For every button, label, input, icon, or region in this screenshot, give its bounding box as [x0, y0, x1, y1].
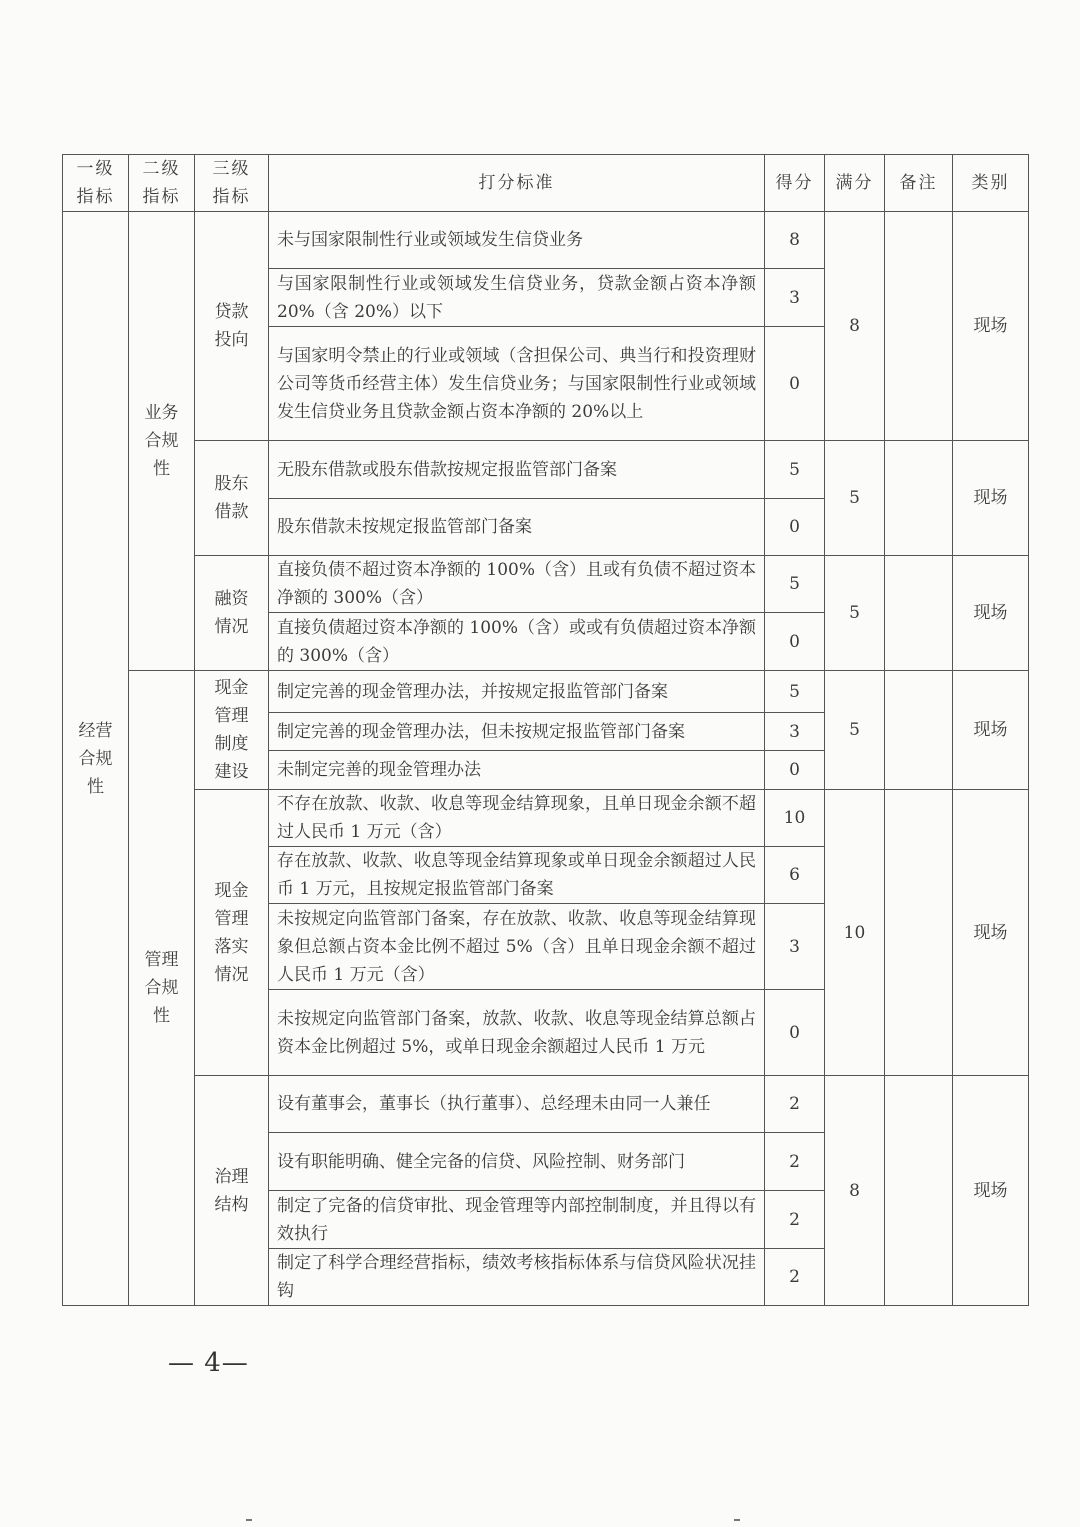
level3-cell: 现金管理落实情况 — [195, 790, 269, 1076]
score-cell: 0 — [765, 499, 825, 556]
header-category: 类别 — [953, 155, 1029, 212]
table-row — [63, 671, 1029, 713]
criteria-cell: 设有董事会，董事长（执行董事）、总经理未由同一人兼任 — [269, 1076, 765, 1133]
criteria-cell: 未按规定向监管部门备案，存在放款、收款、收息等现金结算现象但总额占资本金比例不超过 5%（含）且单日现金余额不超过人民币 1 万元（含） — [269, 904, 765, 990]
score-cell: 2 — [765, 1249, 825, 1306]
table-row — [63, 441, 1029, 499]
score-cell: 5 — [765, 441, 825, 499]
criteria-cell: 直接负债超过资本净额的 100%（含）或或有负债超过资本净额的 300%（含） — [269, 613, 765, 671]
criteria-cell: 制定完善的现金管理办法，并按规定报监管部门备案 — [269, 671, 765, 713]
level2-cell-business: 业务合规性 — [129, 212, 195, 671]
level3-cell: 融资情况 — [195, 556, 269, 671]
criteria-cell: 无股东借款或股东借款按规定报监管部门备案 — [269, 441, 765, 499]
criteria-cell: 与国家限制性行业或领域发生信贷业务，贷款金额占资本净额 20%（含 20%）以下 — [269, 269, 765, 327]
score-cell: 8 — [765, 212, 825, 269]
score-cell: 10 — [765, 790, 825, 847]
criteria-cell: 设有职能明确、健全完备的信贷、风险控制、财务部门 — [269, 1133, 765, 1191]
category-cell: 现场 — [953, 1076, 1029, 1306]
note-cell — [885, 790, 953, 1076]
note-cell — [885, 556, 953, 671]
table-row — [63, 556, 1029, 613]
full-score-cell: 5 — [825, 671, 885, 790]
score-cell: 0 — [765, 990, 825, 1076]
header-note: 备注 — [885, 155, 953, 212]
score-cell: 5 — [765, 671, 825, 713]
criteria-cell: 制定完善的现金管理办法，但未按规定报监管部门备案 — [269, 713, 765, 751]
score-cell: 2 — [765, 1191, 825, 1249]
score-cell: 5 — [765, 556, 825, 613]
note-cell — [885, 1076, 953, 1306]
category-cell: 现场 — [953, 441, 1029, 556]
category-cell: 现场 — [953, 556, 1029, 671]
scoring-table — [62, 154, 1029, 1306]
table-row — [63, 1076, 1029, 1133]
criteria-cell: 不存在放款、收款、收息等现金结算现象，且单日现金余额不超过人民币 1 万元（含） — [269, 790, 765, 847]
scan-artifact — [734, 1519, 740, 1521]
score-cell: 0 — [765, 751, 825, 790]
header-level3: 三级指标 — [195, 155, 269, 212]
note-cell — [885, 441, 953, 556]
table-row — [63, 790, 1029, 847]
score-cell: 0 — [765, 327, 825, 441]
note-cell — [885, 212, 953, 441]
note-cell — [885, 671, 953, 790]
full-score-cell: 10 — [825, 790, 885, 1076]
level3-cell: 股东借款 — [195, 441, 269, 556]
criteria-cell: 未按规定向监管部门备案，放款、收款、收息等现金结算总额占资本金比例超过 5%，或单日现金余额超过人民币 1 万元 — [269, 990, 765, 1076]
score-cell: 3 — [765, 904, 825, 990]
level3-cell: 贷款投向 — [195, 212, 269, 441]
criteria-cell: 制定了完备的信贷审批、现金管理等内部控制制度，并且得以有效执行 — [269, 1191, 765, 1249]
header-score: 得分 — [765, 155, 825, 212]
score-cell: 3 — [765, 269, 825, 327]
full-score-cell: 5 — [825, 441, 885, 556]
score-cell: 2 — [765, 1076, 825, 1133]
full-score-cell: 5 — [825, 556, 885, 671]
level3-cell: 治理结构 — [195, 1076, 269, 1306]
criteria-cell: 与国家明令禁止的行业或领域（含担保公司、典当行和投资理财公司等货币经营主体）发生信贷业务；与国家限制性行业或领域发生信贷业务且贷款金额占资本净额的 20%以上 — [269, 327, 765, 441]
score-cell: 2 — [765, 1133, 825, 1191]
score-cell: 0 — [765, 613, 825, 671]
criteria-cell: 未制定完善的现金管理办法 — [269, 751, 765, 790]
criteria-cell: 存在放款、收款、收息等现金结算现象或单日现金余额超过人民币 1 万元，且按规定报监管部门备案 — [269, 847, 765, 904]
full-score-cell: 8 — [825, 212, 885, 441]
score-cell: 6 — [765, 847, 825, 904]
score-cell: 3 — [765, 713, 825, 751]
level3-cell: 现金管理制度建设 — [195, 671, 269, 790]
scan-artifact — [246, 1519, 252, 1521]
criteria-cell: 股东借款未按规定报监管部门备案 — [269, 499, 765, 556]
header-full: 满分 — [825, 155, 885, 212]
level1-cell: 经营合规性 — [63, 212, 129, 1306]
header-criteria: 打分标准 — [269, 155, 765, 212]
header-level2: 二级指标 — [129, 155, 195, 212]
criteria-cell: 制定了科学合理经营指标，绩效考核指标体系与信贷风险状况挂钩 — [269, 1249, 765, 1306]
header-level1: 一级指标 — [63, 155, 129, 212]
table-row — [63, 212, 1029, 269]
category-cell: 现场 — [953, 790, 1029, 1076]
category-cell: 现场 — [953, 212, 1029, 441]
category-cell: 现场 — [953, 671, 1029, 790]
criteria-cell: 未与国家限制性行业或领域发生信贷业务 — [269, 212, 765, 269]
criteria-cell: 直接负债不超过资本净额的 100%（含）且或有负债不超过资本净额的 300%（含） — [269, 556, 765, 613]
full-score-cell: 8 — [825, 1076, 885, 1306]
header-row — [63, 155, 1029, 212]
level2-cell-management: 管理合规性 — [129, 671, 195, 1306]
page-number: — 4— — [168, 1348, 249, 1378]
